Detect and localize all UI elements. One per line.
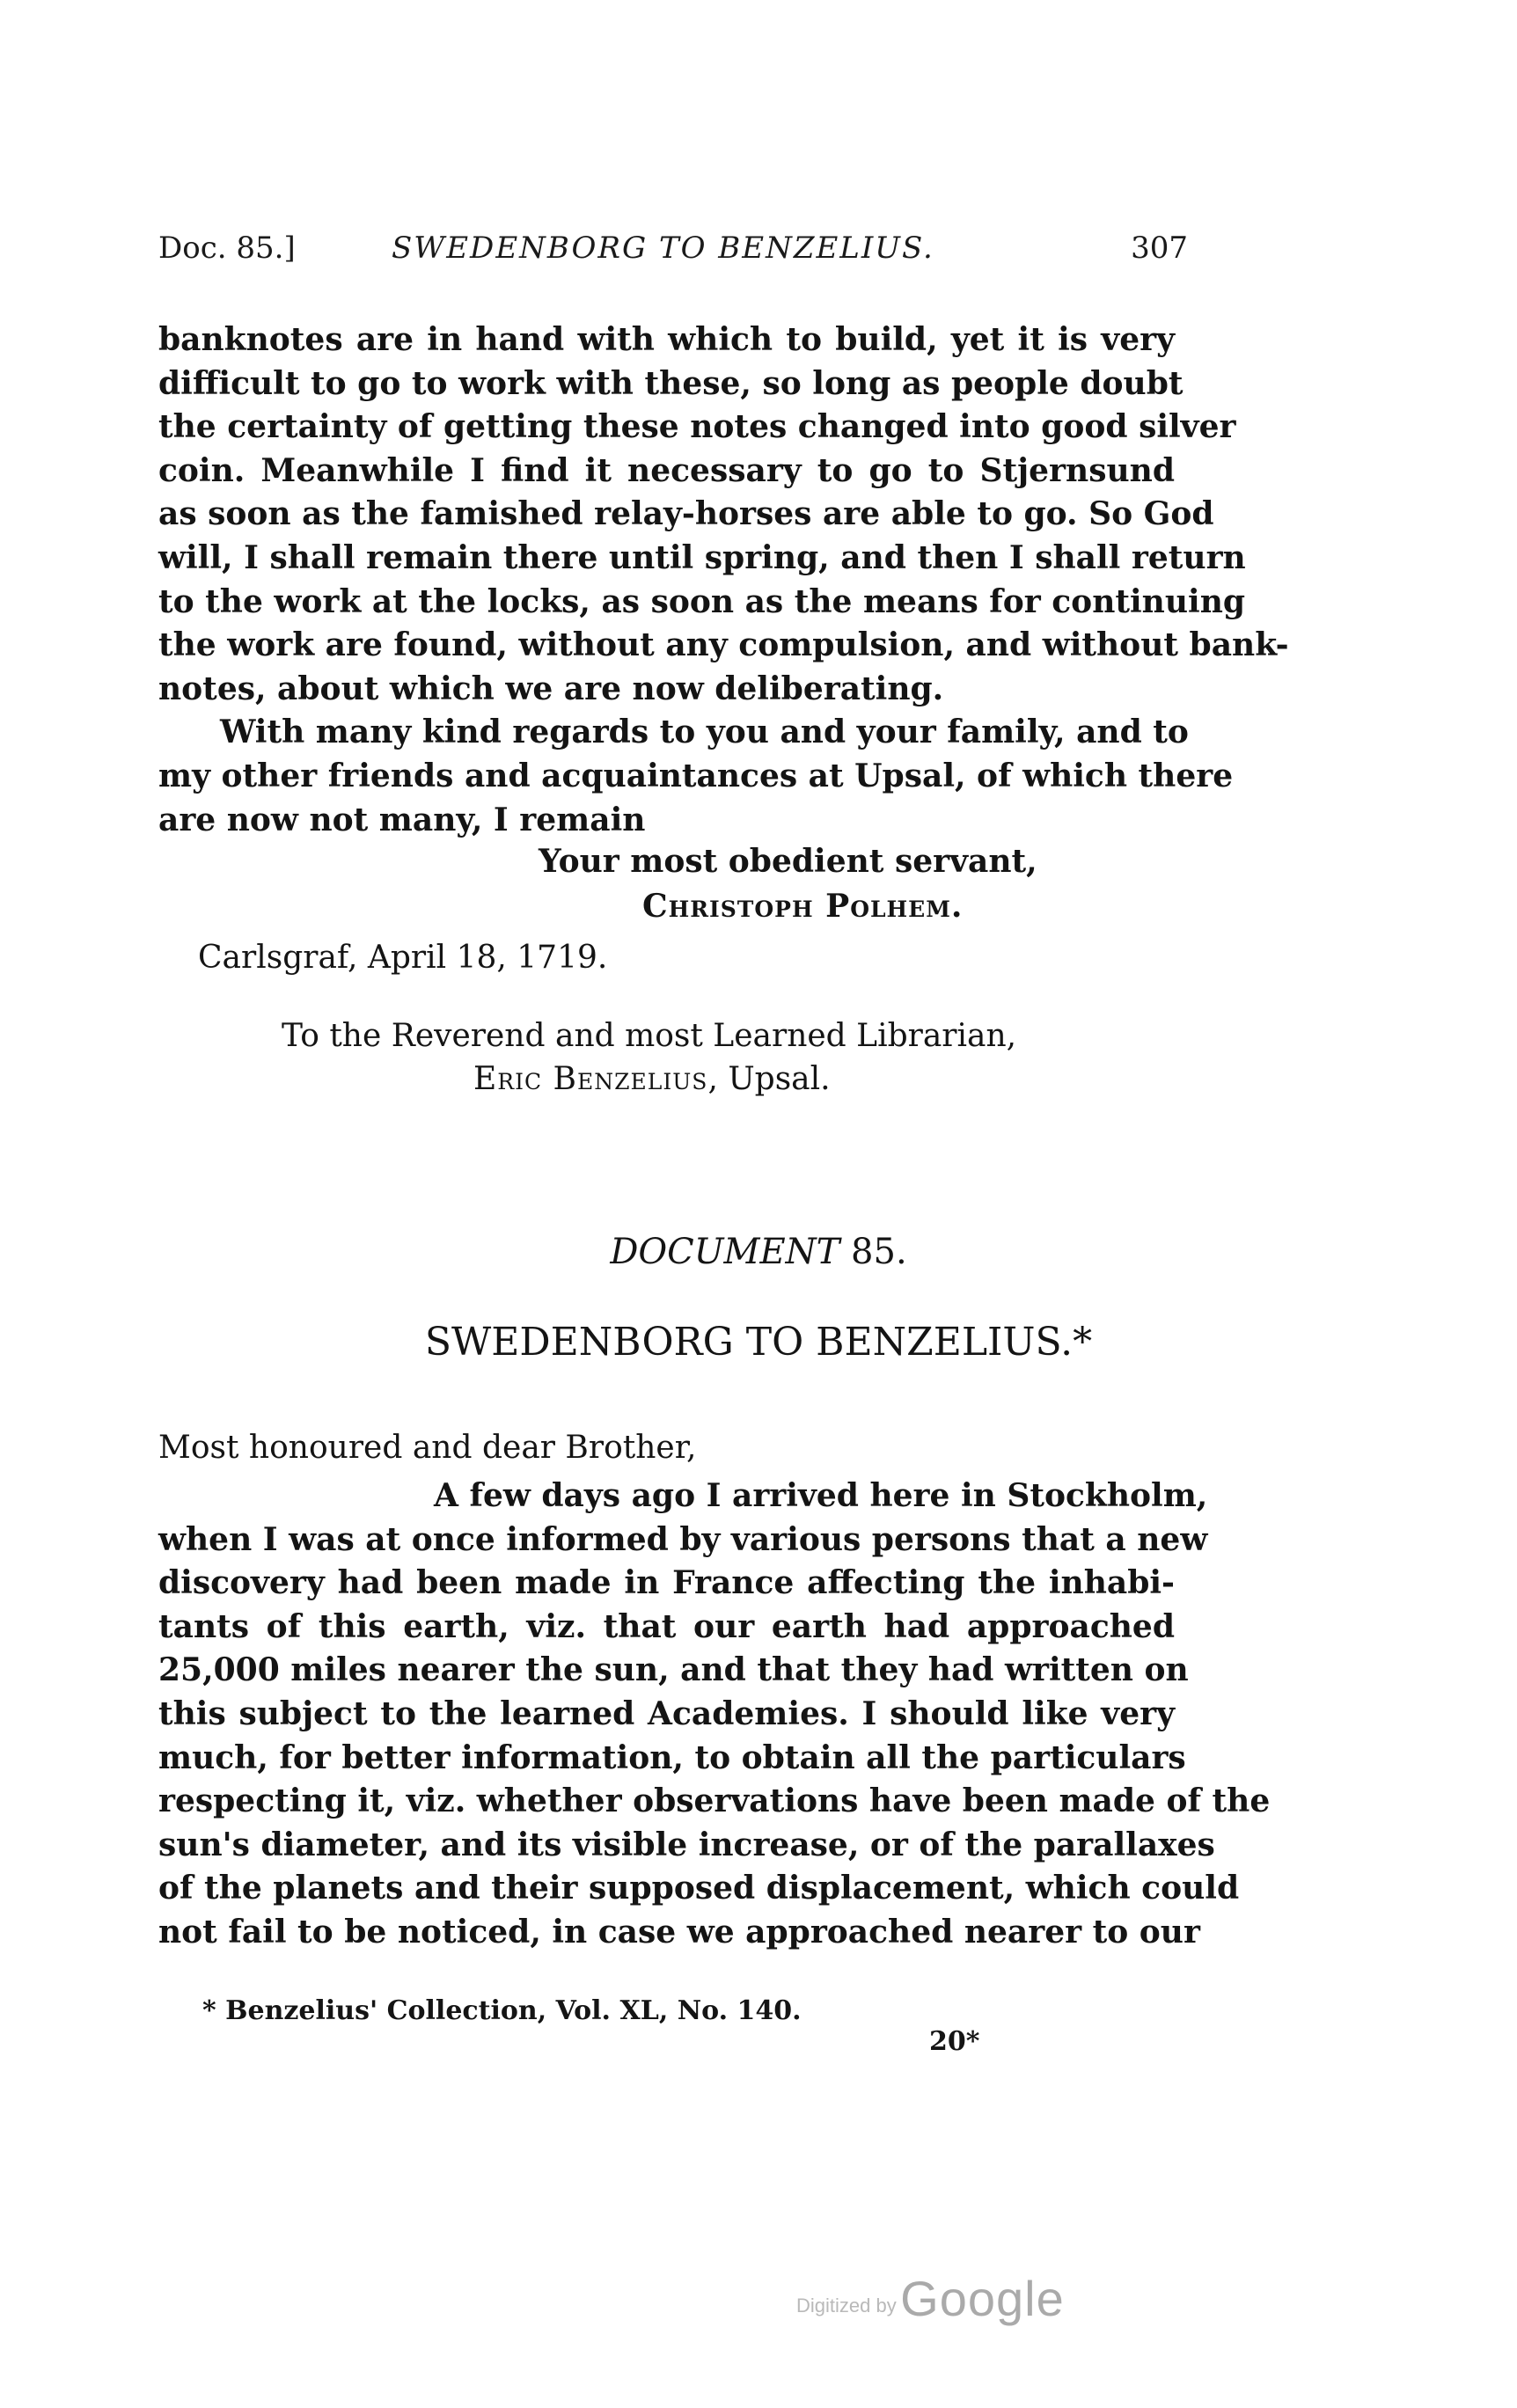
valediction: Your most obedient servant, — [539, 843, 1037, 880]
address-line: To the Reverend and most Learned Librarian, — [282, 1018, 1017, 1054]
document-number-heading — [0, 1232, 1517, 1272]
text-line: will, I shall remain there until spring, and then I shall return — [158, 538, 1246, 576]
watermark-prefix: Digitized by — [796, 2295, 897, 2317]
text-line: not fail to be noticed, in case we approached nearer to our — [158, 1913, 1200, 1951]
text-line: difficult to go to work with these, so long as people doubt — [158, 364, 1184, 402]
text-line: much, for better information, to obtain all the particulars — [158, 1738, 1186, 1776]
text-line: this subject to the learned Academies. I should like very — [158, 1694, 1175, 1732]
text-line: to the work at the locks, as soon as the means for continuing — [158, 582, 1246, 620]
letter-body — [158, 1475, 1271, 1955]
letter-continuation — [158, 318, 1289, 842]
text-line: of the planets and their supposed displacement, which could — [158, 1870, 1240, 1907]
closing-line: my other friends and acquaintances at Upsal, of which there — [158, 757, 1234, 794]
closing-line: are now not many, I remain — [158, 801, 646, 838]
header-page-number: 307 — [1131, 231, 1188, 266]
document-label: DOCUMENT — [610, 1232, 840, 1272]
text-line: as soon as the famished relay-horses are able to go. So God — [158, 495, 1214, 533]
text-line: the certainty of getting these notes changed into good silver — [158, 408, 1236, 446]
text-line: A few days ago I arrived here in Stockholm, — [434, 1477, 1208, 1514]
digitized-watermark — [796, 2270, 1065, 2327]
recipient-place: , Upsal. — [707, 1061, 831, 1097]
text-line: when I was at once informed by various persons that a new — [158, 1520, 1208, 1558]
header-running-title: SWEDENBORG TO BENZELIUS. — [392, 231, 934, 266]
google-logo: Google — [900, 2271, 1065, 2326]
document-title: SWEDENBORG TO BENZELIUS.* — [424, 1320, 1093, 1365]
text-line: tants of this earth, viz. that our earth had approached — [158, 1607, 1175, 1645]
text-line: sun's diameter, and its visible increase, or of the parallaxes — [158, 1826, 1215, 1863]
text-line: discovery had been made in France affecting the inhabi- — [158, 1564, 1175, 1602]
address-recipient — [473, 1061, 831, 1097]
text-line: respecting it, viz. whether observations have been made of the — [158, 1782, 1271, 1820]
signature: Christoph Polhem. — [642, 888, 964, 925]
text-line: the work are found, without any compulsion, and without bank- — [158, 626, 1289, 664]
document-number: 85. — [851, 1232, 907, 1272]
page-header — [158, 231, 1188, 283]
footnote: * Benzelius' Collection, Vol. XL, No. 140. — [202, 1995, 802, 2026]
header-doc-ref: Doc. 85.] — [158, 231, 296, 266]
recipient-name: Eric Benzelius — [473, 1061, 708, 1097]
salutation: Most honoured and dear Brother, — [158, 1430, 697, 1466]
text-line: coin. Meanwhile I find it necessary to go to Stjernsund — [158, 451, 1175, 489]
text-line: banknotes are in hand with which to build, yet it is very — [158, 321, 1175, 358]
closing-line: With many kind regards to you and your family, and to — [220, 714, 1189, 751]
place-date: Carlsgraf, April 18, 1719. — [198, 940, 608, 976]
text-line: notes, about which we are now deliberating. — [158, 670, 944, 707]
text-line: 25,000 miles nearer the sun, and that they had written on — [158, 1651, 1189, 1689]
printer-signature-mark: 20* — [929, 2026, 980, 2057]
